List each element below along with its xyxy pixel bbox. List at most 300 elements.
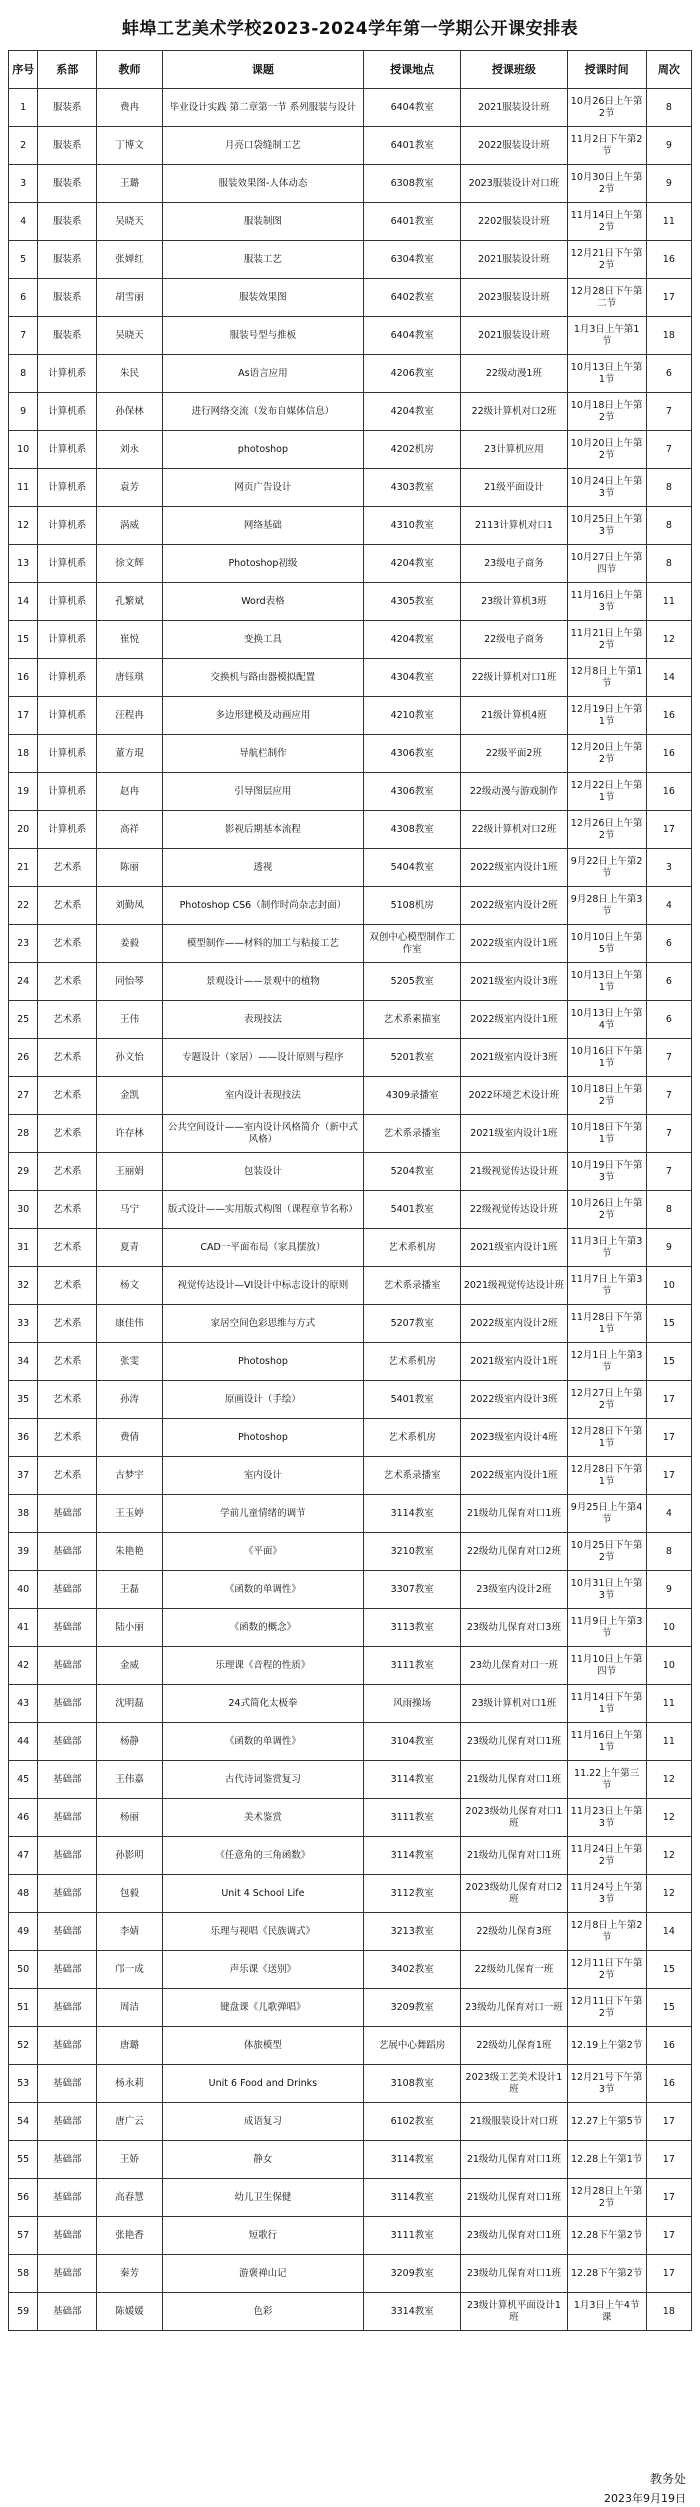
cell-location: 3111教室 — [364, 1799, 461, 1837]
cell-topic: 服装制图 — [162, 203, 363, 241]
cell-location: 3114教室 — [364, 2179, 461, 2217]
cell-index: 38 — [9, 1495, 38, 1533]
cell-teacher: 孙保林 — [97, 393, 163, 431]
cell-index: 54 — [9, 2103, 38, 2141]
cell-location: 6308教室 — [364, 165, 461, 203]
cell-location: 3314教室 — [364, 2293, 461, 2331]
cell-topic: 影视后期基本流程 — [162, 811, 363, 849]
cell-week: 4 — [646, 1495, 691, 1533]
cell-index: 35 — [9, 1381, 38, 1419]
cell-location: 3111教室 — [364, 2217, 461, 2255]
table-row — [9, 1077, 692, 1115]
cell-week: 15 — [646, 1989, 691, 2027]
cell-department: 基础部 — [38, 1495, 97, 1533]
table-row — [9, 127, 692, 165]
cell-department: 基础部 — [38, 2179, 97, 2217]
cell-topic: As语言应用 — [162, 355, 363, 393]
cell-index: 15 — [9, 621, 38, 659]
table-row — [9, 1913, 692, 1951]
cell-week: 17 — [646, 2255, 691, 2293]
cell-department: 基础部 — [38, 2027, 97, 2065]
cell-topic: 《任意角的三角函数》 — [162, 1837, 363, 1875]
cell-class: 23幼儿保育对口一班 — [461, 1647, 567, 1685]
cell-topic: 乐理课《音程的性质》 — [162, 1647, 363, 1685]
cell-week: 8 — [646, 1533, 691, 1571]
cell-class: 21级视觉传达设计班 — [461, 1153, 567, 1191]
cell-time: 9月28日上午第3节 — [567, 887, 646, 925]
cell-topic: 短歌行 — [162, 2217, 363, 2255]
cell-week: 12 — [646, 621, 691, 659]
cell-topic: 表现技法 — [162, 1001, 363, 1039]
cell-department: 艺术系 — [38, 849, 97, 887]
table-row — [9, 1115, 692, 1153]
table-row — [9, 2217, 692, 2255]
cell-teacher: 高祥 — [97, 811, 163, 849]
cell-week: 12 — [646, 1875, 691, 1913]
cell-index: 13 — [9, 545, 38, 583]
cell-teacher: 吴晓天 — [97, 203, 163, 241]
cell-department: 艺术系 — [38, 887, 97, 925]
cell-index: 40 — [9, 1571, 38, 1609]
cell-index: 51 — [9, 1989, 38, 2027]
cell-department: 基础部 — [38, 1533, 97, 1571]
table-row — [9, 773, 692, 811]
cell-week: 16 — [646, 2065, 691, 2103]
cell-department: 服装系 — [38, 317, 97, 355]
cell-class: 22级计算机对口2班 — [461, 811, 567, 849]
cell-week: 18 — [646, 2293, 691, 2331]
cell-index: 42 — [9, 1647, 38, 1685]
cell-class: 23级幼儿保育对口1班 — [461, 1723, 567, 1761]
cell-time: 12月27日上午第2节 — [567, 1381, 646, 1419]
table-row — [9, 2141, 692, 2179]
cell-department: 基础部 — [38, 2103, 97, 2141]
table-row — [9, 2179, 692, 2217]
cell-class: 2023服装设计班 — [461, 279, 567, 317]
cell-department: 基础部 — [38, 2217, 97, 2255]
cell-department: 艺术系 — [38, 1077, 97, 1115]
cell-topic: 成语复习 — [162, 2103, 363, 2141]
cell-department: 基础部 — [38, 1571, 97, 1609]
cell-time: 1月3日上午第1节 — [567, 317, 646, 355]
cell-topic: 透视 — [162, 849, 363, 887]
cell-time: 10月18日上午第2节 — [567, 393, 646, 431]
cell-topic: 美术鉴赏 — [162, 1799, 363, 1837]
cell-teacher: 费冉 — [97, 89, 163, 127]
cell-topic: 学前儿童情绪的调节 — [162, 1495, 363, 1533]
cell-teacher: 孙影明 — [97, 1837, 163, 1875]
cell-topic: 原画设计（手绘） — [162, 1381, 363, 1419]
cell-location: 4206教室 — [364, 355, 461, 393]
cell-time: 11月2日下午第2节 — [567, 127, 646, 165]
cell-teacher: 李婧 — [97, 1913, 163, 1951]
cell-department: 计算机系 — [38, 811, 97, 849]
table-row — [9, 1305, 692, 1343]
cell-time: 10月30日上午第2节 — [567, 165, 646, 203]
cell-location: 4308教室 — [364, 811, 461, 849]
cell-time: 11月24号上午第3节 — [567, 1875, 646, 1913]
cell-time: 10月10日上午第5节 — [567, 925, 646, 963]
cell-week: 11 — [646, 1723, 691, 1761]
cell-index: 14 — [9, 583, 38, 621]
cell-location: 4305教室 — [364, 583, 461, 621]
cell-teacher: 孙文怡 — [97, 1039, 163, 1077]
cell-department: 艺术系 — [38, 1267, 97, 1305]
header-topic: 课题 — [162, 51, 363, 89]
table-row — [9, 1989, 692, 2027]
cell-location: 3307教室 — [364, 1571, 461, 1609]
cell-time: 12月1日上午第3节 — [567, 1343, 646, 1381]
cell-index: 30 — [9, 1191, 38, 1229]
cell-teacher: 胡雪丽 — [97, 279, 163, 317]
cell-class: 21级幼儿保育对口1班 — [461, 1761, 567, 1799]
cell-location: 5401教室 — [364, 1191, 461, 1229]
cell-topic: 静女 — [162, 2141, 363, 2179]
table-row — [9, 621, 692, 659]
cell-class: 2021服装设计班 — [461, 89, 567, 127]
cell-teacher: 金威 — [97, 1647, 163, 1685]
cell-index: 37 — [9, 1457, 38, 1495]
cell-location: 4306教室 — [364, 773, 461, 811]
cell-index: 55 — [9, 2141, 38, 2179]
cell-time: 12.19上午第2节 — [567, 2027, 646, 2065]
cell-department: 计算机系 — [38, 431, 97, 469]
cell-week: 17 — [646, 1419, 691, 1457]
cell-location: 5401教室 — [364, 1381, 461, 1419]
cell-location: 3114教室 — [364, 1761, 461, 1799]
table-row — [9, 1039, 692, 1077]
cell-time: 12.28下午第2节 — [567, 2255, 646, 2293]
schedule-table — [8, 50, 692, 2331]
cell-topic: 室内设计 — [162, 1457, 363, 1495]
cell-week: 6 — [646, 925, 691, 963]
cell-topic: 服装效果图 — [162, 279, 363, 317]
cell-class: 23计算机应用 — [461, 431, 567, 469]
cell-index: 59 — [9, 2293, 38, 2331]
table-row — [9, 2255, 692, 2293]
cell-index: 33 — [9, 1305, 38, 1343]
cell-index: 21 — [9, 849, 38, 887]
table-row — [9, 279, 692, 317]
cell-class: 22级幼儿保育1班 — [461, 2027, 567, 2065]
cell-week: 8 — [646, 507, 691, 545]
cell-class: 2022级室内设计1班 — [461, 925, 567, 963]
cell-time: 10月25日上午第3节 — [567, 507, 646, 545]
cell-topic: 服装号型与推板 — [162, 317, 363, 355]
cell-class: 23级计算机3班 — [461, 583, 567, 621]
cell-location: 4306教室 — [364, 735, 461, 773]
cell-location: 4204教室 — [364, 545, 461, 583]
cell-department: 艺术系 — [38, 1039, 97, 1077]
cell-location: 6404教室 — [364, 89, 461, 127]
cell-time: 12月11日下午第2节 — [567, 1951, 646, 1989]
cell-location: 3113教室 — [364, 1609, 461, 1647]
cell-class: 22级动漫与游戏制作 — [461, 773, 567, 811]
cell-department: 服装系 — [38, 279, 97, 317]
cell-class: 21级平面设计 — [461, 469, 567, 507]
cell-teacher: 朱艳艳 — [97, 1533, 163, 1571]
cell-teacher: 崔悦 — [97, 621, 163, 659]
cell-index: 43 — [9, 1685, 38, 1723]
cell-class: 2021级室内设计3班 — [461, 1039, 567, 1077]
cell-time: 11月23日上午第3节 — [567, 1799, 646, 1837]
cell-class: 2021级室内设计3班 — [461, 963, 567, 1001]
cell-department: 艺术系 — [38, 1381, 97, 1419]
cell-time: 9月22日上午第2节 — [567, 849, 646, 887]
cell-department: 服装系 — [38, 165, 97, 203]
cell-location: 5201教室 — [364, 1039, 461, 1077]
cell-teacher: 张雯 — [97, 1343, 163, 1381]
cell-teacher: 张艳香 — [97, 2217, 163, 2255]
cell-department: 服装系 — [38, 89, 97, 127]
cell-class: 23级计算机平面设计1班 — [461, 2293, 567, 2331]
cell-location: 艺术系录播室 — [364, 1457, 461, 1495]
cell-topic: Unit 6 Food and Drinks — [162, 2065, 363, 2103]
cell-teacher: 丁博文 — [97, 127, 163, 165]
table-row — [9, 1685, 692, 1723]
cell-location: 艺术系机房 — [364, 1343, 461, 1381]
cell-department: 计算机系 — [38, 545, 97, 583]
cell-index: 32 — [9, 1267, 38, 1305]
cell-teacher: 杨文 — [97, 1267, 163, 1305]
cell-location: 6401教室 — [364, 203, 461, 241]
cell-week: 8 — [646, 469, 691, 507]
cell-teacher: 秦芳 — [97, 2255, 163, 2293]
cell-department: 基础部 — [38, 1685, 97, 1723]
cell-time: 12月11日下午第2节 — [567, 1989, 646, 2027]
cell-week: 17 — [646, 811, 691, 849]
header-class: 授课班级 — [461, 51, 567, 89]
cell-class: 2113计算机对口1 — [461, 507, 567, 545]
cell-time: 10月26日上午第2节 — [567, 89, 646, 127]
cell-department: 艺术系 — [38, 1191, 97, 1229]
table-row — [9, 545, 692, 583]
cell-week: 12 — [646, 1837, 691, 1875]
cell-teacher: 马宁 — [97, 1191, 163, 1229]
cell-class: 2202服装设计班 — [461, 203, 567, 241]
cell-index: 16 — [9, 659, 38, 697]
issue-date: 2023年9月19日 — [604, 2492, 686, 2505]
cell-location: 6304教室 — [364, 241, 461, 279]
cell-location: 艺术系机房 — [364, 1419, 461, 1457]
cell-week: 8 — [646, 545, 691, 583]
cell-class: 22级幼儿保育3班 — [461, 1913, 567, 1951]
cell-location: 风雨操场 — [364, 1685, 461, 1723]
cell-topic: 变换工具 — [162, 621, 363, 659]
cell-location: 3402教室 — [364, 1951, 461, 1989]
cell-index: 52 — [9, 2027, 38, 2065]
cell-week: 6 — [646, 355, 691, 393]
cell-index: 58 — [9, 2255, 38, 2293]
cell-class: 21级幼儿保育对口1班 — [461, 1495, 567, 1533]
cell-department: 艺术系 — [38, 1115, 97, 1153]
cell-time: 9月25日上午第4节 — [567, 1495, 646, 1533]
cell-week: 17 — [646, 1457, 691, 1495]
cell-index: 28 — [9, 1115, 38, 1153]
cell-location: 3114教室 — [364, 1837, 461, 1875]
cell-time: 12月28日下午第1节 — [567, 1419, 646, 1457]
cell-class: 2023级工艺美术设计1班 — [461, 2065, 567, 2103]
cell-class: 2022级室内设计1班 — [461, 1457, 567, 1495]
cell-week: 7 — [646, 1039, 691, 1077]
cell-location: 4202机房 — [364, 431, 461, 469]
cell-department: 艺术系 — [38, 1305, 97, 1343]
cell-location: 3210教室 — [364, 1533, 461, 1571]
cell-location: 3114教室 — [364, 2141, 461, 2179]
cell-index: 10 — [9, 431, 38, 469]
table-row — [9, 2027, 692, 2065]
cell-topic: 网络基础 — [162, 507, 363, 545]
cell-time: 12月20日上午第2节 — [567, 735, 646, 773]
cell-week: 4 — [646, 887, 691, 925]
table-row — [9, 1457, 692, 1495]
cell-index: 29 — [9, 1153, 38, 1191]
cell-topic: 月亮口袋缝制工艺 — [162, 127, 363, 165]
cell-teacher: 张婵红 — [97, 241, 163, 279]
cell-department: 服装系 — [38, 203, 97, 241]
table-row — [9, 1419, 692, 1457]
cell-time: 11月9日上午第3节 — [567, 1609, 646, 1647]
cell-index: 56 — [9, 2179, 38, 2217]
table-header-row — [9, 51, 692, 89]
table-row — [9, 431, 692, 469]
cell-index: 24 — [9, 963, 38, 1001]
cell-teacher: 许存林 — [97, 1115, 163, 1153]
cell-class: 2021级视觉传达设计班 — [461, 1267, 567, 1305]
cell-index: 4 — [9, 203, 38, 241]
table-row — [9, 241, 692, 279]
cell-department: 服装系 — [38, 241, 97, 279]
cell-department: 艺术系 — [38, 1457, 97, 1495]
cell-location: 艺术系录播室 — [364, 1115, 461, 1153]
cell-week: 11 — [646, 583, 691, 621]
cell-teacher: 王玉婷 — [97, 1495, 163, 1533]
cell-location: 4304教室 — [364, 659, 461, 697]
cell-class: 22级计算机对口1班 — [461, 659, 567, 697]
cell-teacher: 金凯 — [97, 1077, 163, 1115]
cell-location: 4210教室 — [364, 697, 461, 735]
cell-teacher: 陈媛媛 — [97, 2293, 163, 2331]
cell-department: 基础部 — [38, 1761, 97, 1799]
cell-time: 12月21号下午第3节 — [567, 2065, 646, 2103]
cell-class: 21级服装设计对口班 — [461, 2103, 567, 2141]
cell-location: 3108教室 — [364, 2065, 461, 2103]
cell-teacher: 袁芳 — [97, 469, 163, 507]
table-row — [9, 1571, 692, 1609]
cell-topic: 《函数的单调性》 — [162, 1723, 363, 1761]
cell-topic: 室内设计表现技法 — [162, 1077, 363, 1115]
cell-time: 10月24日上午第3节 — [567, 469, 646, 507]
cell-teacher: 孔繁斌 — [97, 583, 163, 621]
cell-class: 2022级室内设计3班 — [461, 1381, 567, 1419]
cell-topic: Word表格 — [162, 583, 363, 621]
cell-department: 艺术系 — [38, 1419, 97, 1457]
cell-topic: 景观设计——景观中的植物 — [162, 963, 363, 1001]
cell-teacher: 杨静 — [97, 1723, 163, 1761]
cell-week: 10 — [646, 1609, 691, 1647]
cell-topic: 版式设计——实用版式构图（课程章节名称） — [162, 1191, 363, 1229]
cell-class: 2022级室内设计2班 — [461, 887, 567, 925]
table-row — [9, 1001, 692, 1039]
cell-location: 双创中心模型制作工作室 — [364, 925, 461, 963]
cell-class: 23级室内设计2班 — [461, 1571, 567, 1609]
cell-department: 计算机系 — [38, 621, 97, 659]
cell-week: 17 — [646, 2141, 691, 2179]
cell-location: 5404教室 — [364, 849, 461, 887]
cell-department: 基础部 — [38, 1913, 97, 1951]
cell-week: 7 — [646, 393, 691, 431]
cell-class: 2022级室内设计1班 — [461, 849, 567, 887]
cell-teacher: 周洁 — [97, 1989, 163, 2027]
cell-topic: 模型制作——材料的加工与粘接工艺 — [162, 925, 363, 963]
table-row — [9, 697, 692, 735]
cell-teacher: 吴晓天 — [97, 317, 163, 355]
cell-teacher: 王璐 — [97, 165, 163, 203]
cell-index: 17 — [9, 697, 38, 735]
cell-class: 22级电子商务 — [461, 621, 567, 659]
table-row — [9, 1191, 692, 1229]
cell-class: 2023级室内设计4班 — [461, 1419, 567, 1457]
cell-index: 47 — [9, 1837, 38, 1875]
cell-time: 11月7日上午第3节 — [567, 1267, 646, 1305]
cell-index: 9 — [9, 393, 38, 431]
cell-index: 2 — [9, 127, 38, 165]
cell-teacher: 王娇 — [97, 2141, 163, 2179]
cell-topic: 体旅模型 — [162, 2027, 363, 2065]
cell-time: 11月14日下午第1节 — [567, 1685, 646, 1723]
cell-department: 计算机系 — [38, 697, 97, 735]
table-row — [9, 1837, 692, 1875]
cell-teacher: 费倩 — [97, 1419, 163, 1457]
table-body — [9, 89, 692, 2331]
cell-index: 19 — [9, 773, 38, 811]
table-row — [9, 1267, 692, 1305]
cell-topic: 家居空间色彩思维与方式 — [162, 1305, 363, 1343]
cell-location: 6102教室 — [364, 2103, 461, 2141]
cell-topic: 声乐课《送别》 — [162, 1951, 363, 1989]
cell-topic: 服装工艺 — [162, 241, 363, 279]
cell-time: 11月16日上午第1节 — [567, 1723, 646, 1761]
cell-location: 4310教室 — [364, 507, 461, 545]
cell-time: 10月20日上午第2节 — [567, 431, 646, 469]
cell-topic: 毕业设计实践 第二章第一节 系列服装与设计 — [162, 89, 363, 127]
table-row — [9, 811, 692, 849]
cell-class: 23级幼儿保育对口一班 — [461, 1989, 567, 2027]
cell-class: 21级计算机4班 — [461, 697, 567, 735]
cell-department: 服装系 — [38, 127, 97, 165]
cell-teacher: 杨丽 — [97, 1799, 163, 1837]
cell-time: 1月3日上午4节课 — [567, 2293, 646, 2331]
cell-week: 12 — [646, 1761, 691, 1799]
cell-index: 6 — [9, 279, 38, 317]
header-teacher: 教师 — [97, 51, 163, 89]
cell-time: 11月21日上午第2节 — [567, 621, 646, 659]
cell-time: 10月31日上午第3节 — [567, 1571, 646, 1609]
cell-department: 计算机系 — [38, 469, 97, 507]
cell-time: 11月14日上午第2节 — [567, 203, 646, 241]
cell-week: 16 — [646, 241, 691, 279]
cell-class: 2022级室内设计1班 — [461, 1001, 567, 1039]
table-row — [9, 507, 692, 545]
table-row — [9, 659, 692, 697]
cell-class: 2022级室内设计2班 — [461, 1305, 567, 1343]
cell-topic: photoshop — [162, 431, 363, 469]
cell-department: 基础部 — [38, 1837, 97, 1875]
cell-index: 50 — [9, 1951, 38, 1989]
cell-topic: Photoshop — [162, 1419, 363, 1457]
cell-topic: 乐理与视唱《民族调式》 — [162, 1913, 363, 1951]
cell-time: 12月26日上午第2节 — [567, 811, 646, 849]
